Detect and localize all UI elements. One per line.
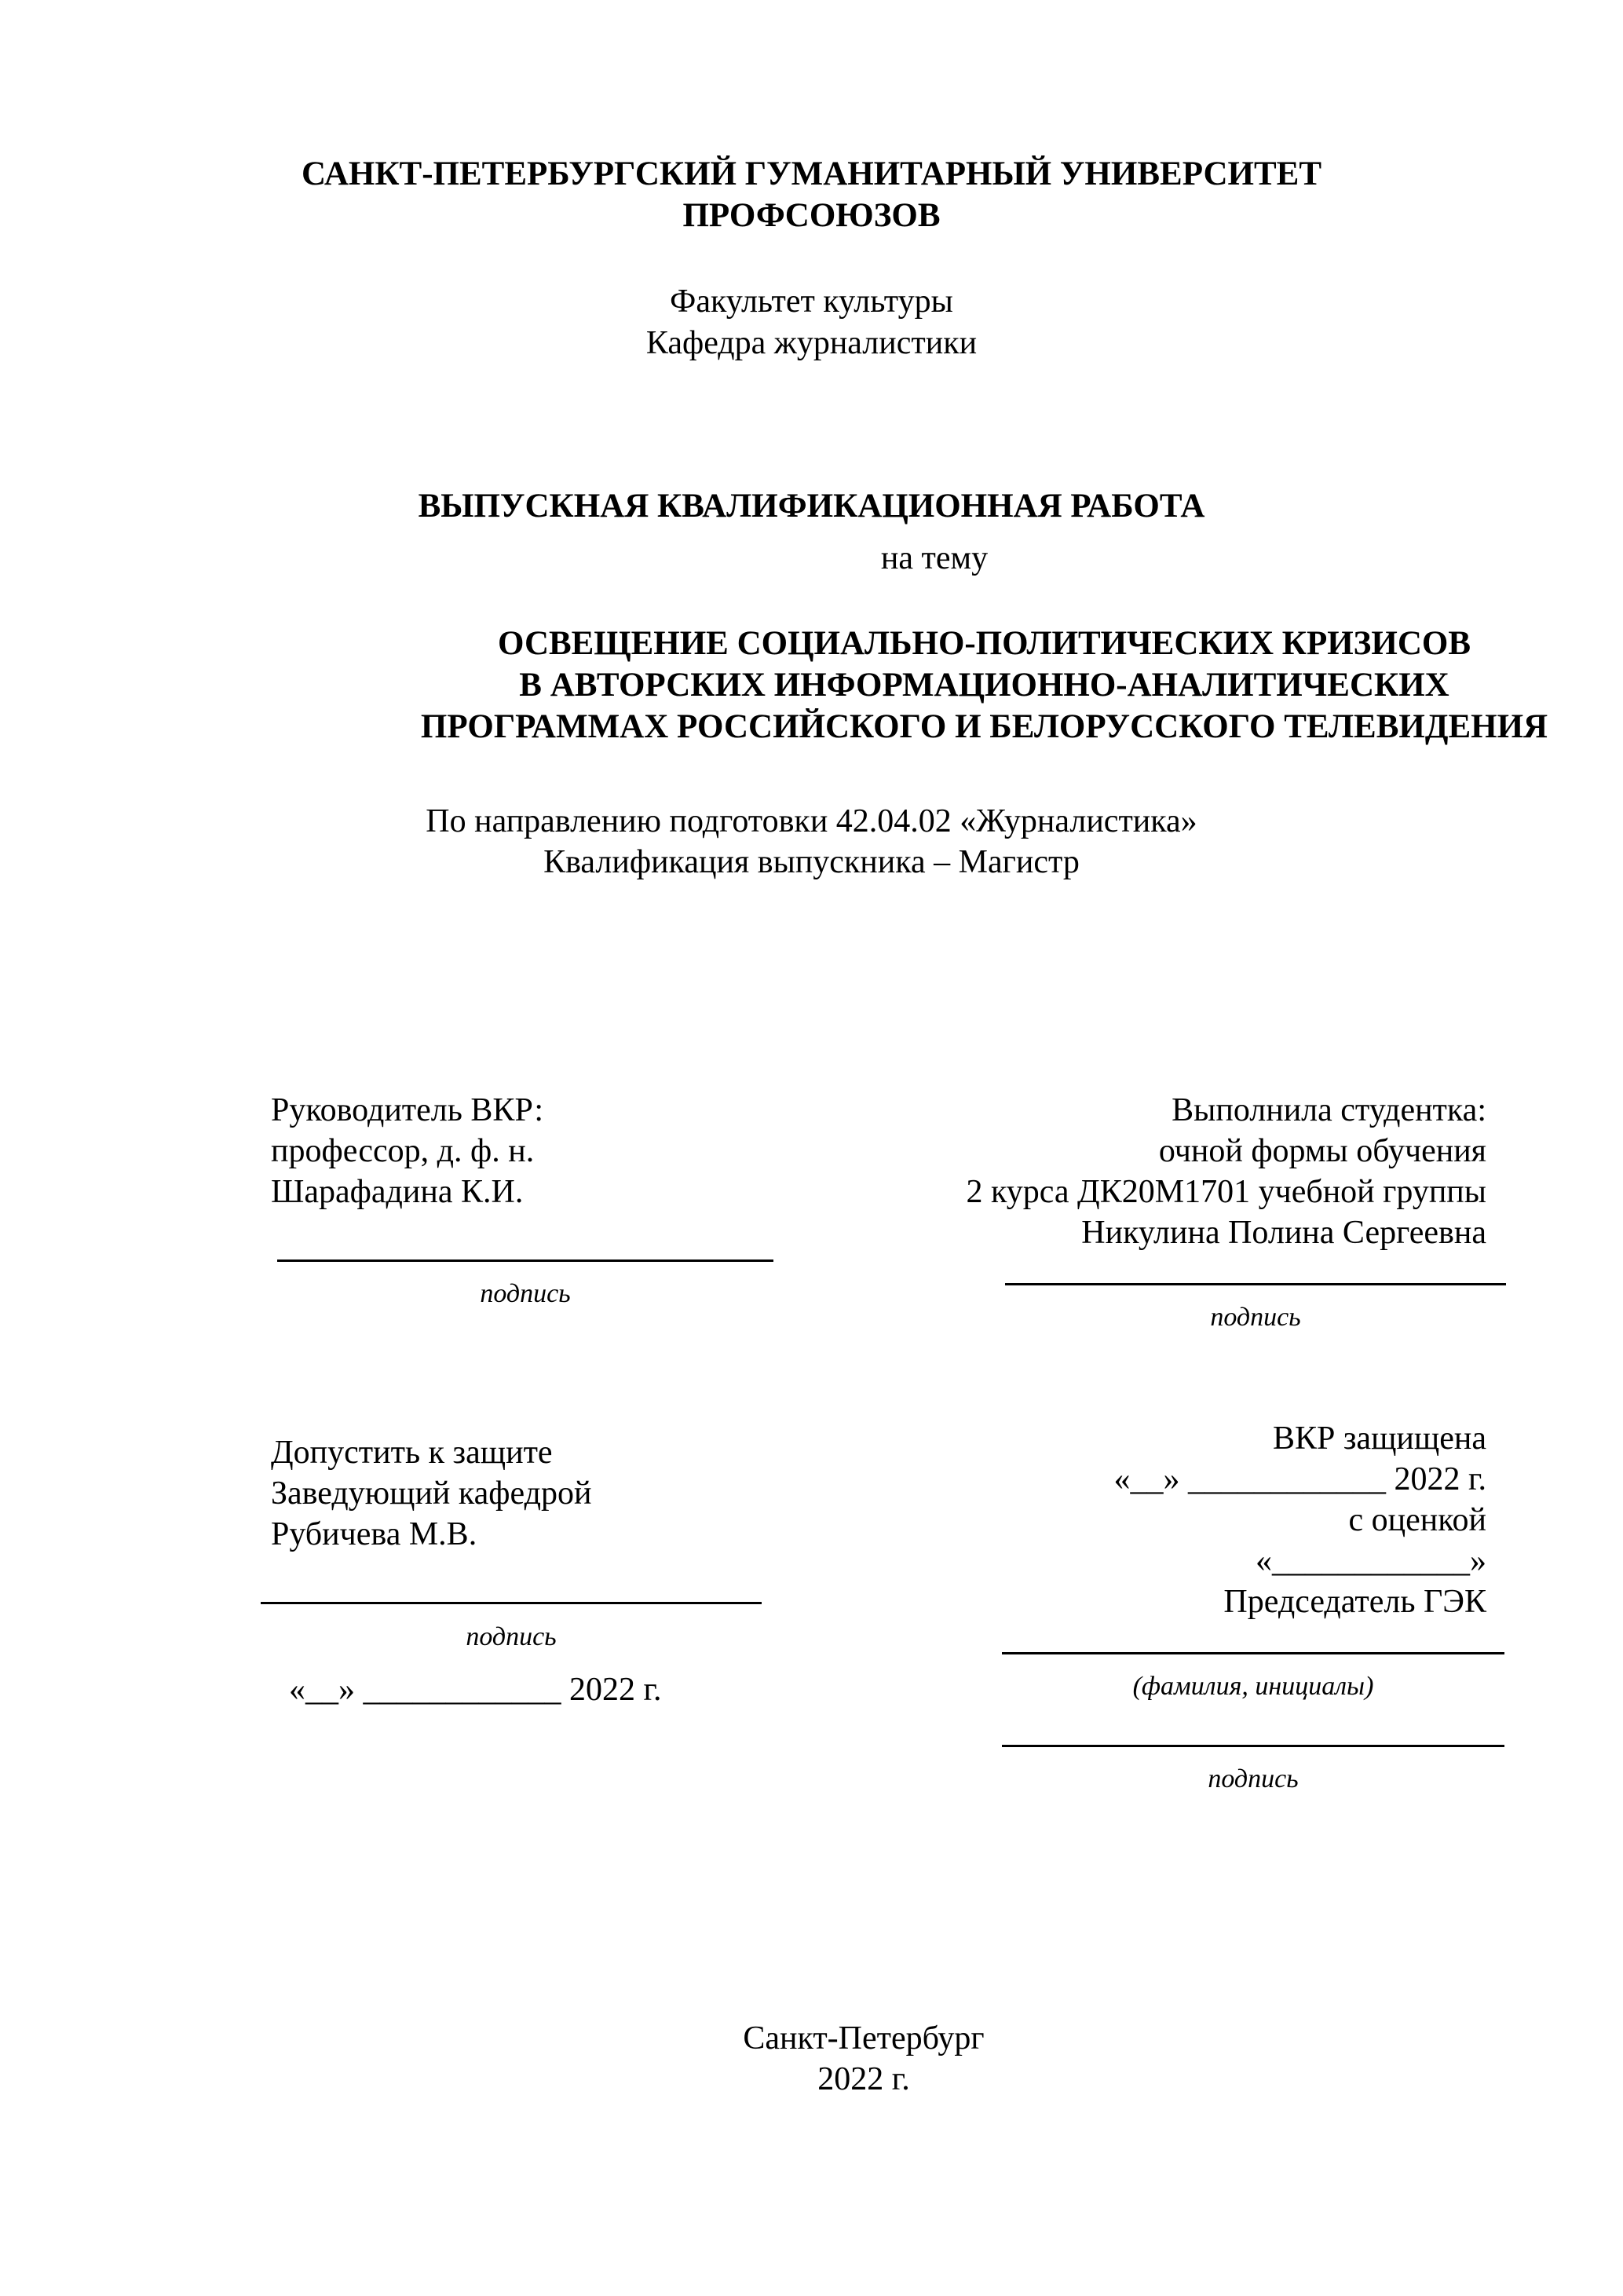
faculty: Факультет культуры (670, 283, 953, 320)
city: Санкт-Петербург (743, 2020, 985, 2057)
student-name: Никулина Полина Сергеевна (1081, 1215, 1486, 1251)
admission-role: Заведующий кафедрой (271, 1475, 592, 1512)
year: 2022 г. (817, 2061, 910, 2097)
defense-grade-label: с оценкой (1348, 1502, 1486, 1538)
student-signature-line (1005, 1283, 1506, 1285)
admission-date: «__» ____________ 2022 г. (289, 1672, 662, 1708)
topic-line2: В АВТОРСКИХ ИНФОРМАЦИОННО-АНАЛИТИЧЕСКИХ (519, 667, 1449, 704)
work-type: ВЫПУСКНАЯ КВАЛИФИКАЦИОННАЯ РАБОТА (418, 488, 1205, 525)
department: Кафедра журналистики (645, 325, 978, 361)
direction: По направлению подготовки 42.04.02 «Журналистика» (426, 803, 1197, 839)
student-signature-caption: подпись (1210, 1303, 1301, 1332)
qualification: Квалификация выпускника – Магистр (543, 844, 1080, 880)
topic-line3: ПРОГРАММАХ РОССИЙСКОГО И БЕЛОРУССКОГО ТЕЛЕВИДЕНИЯ (420, 708, 1548, 745)
supervisor-label: Руководитель ВКР: (271, 1092, 544, 1128)
supervisor-signature-line (277, 1260, 773, 1262)
supervisor-name: Шарафадина К.И. (271, 1174, 524, 1210)
admission-signature-caption: подпись (466, 1622, 557, 1651)
defense-signature-line (1002, 1745, 1504, 1747)
admission-name: Рубичева М.В. (271, 1516, 477, 1552)
university-name-line1: САНКТ-ПЕТЕРБУРГСКИЙ ГУМАНИТАРНЫЙ УНИВЕРСИТЕТ (301, 155, 1322, 192)
topic-line1: ОСВЕЩЕНИЕ СОЦИАЛЬНО-ПОЛИТИЧЕСКИХ КРИЗИСОВ (497, 625, 1471, 662)
student-form: очной формы обучения (1158, 1133, 1486, 1169)
student-group: 2 курса ДК20М1701 учебной группы (966, 1174, 1486, 1210)
admission-label: Допустить к защите (271, 1435, 553, 1471)
defense-signature-caption: подпись (1208, 1764, 1299, 1793)
defense-date: «__» ____________ 2022 г. (1113, 1461, 1486, 1497)
student-label: Выполнила студентка: (1172, 1092, 1486, 1128)
defense-chair: Председатель ГЭК (1223, 1584, 1486, 1620)
on-topic: на тему (880, 540, 989, 576)
defense-grade-value: «____________» (1256, 1543, 1486, 1579)
defense-label: ВКР защищена (1272, 1420, 1486, 1457)
defense-name-line (1002, 1652, 1504, 1654)
defense-name-caption: (фамилия, инициалы) (1132, 1672, 1374, 1701)
admission-signature-line (261, 1602, 762, 1604)
supervisor-signature-caption: подпись (480, 1279, 571, 1308)
supervisor-degree: профессор, д. ф. н. (271, 1133, 535, 1169)
university-name-line2: ПРОФСОЮЗОВ (682, 197, 941, 234)
